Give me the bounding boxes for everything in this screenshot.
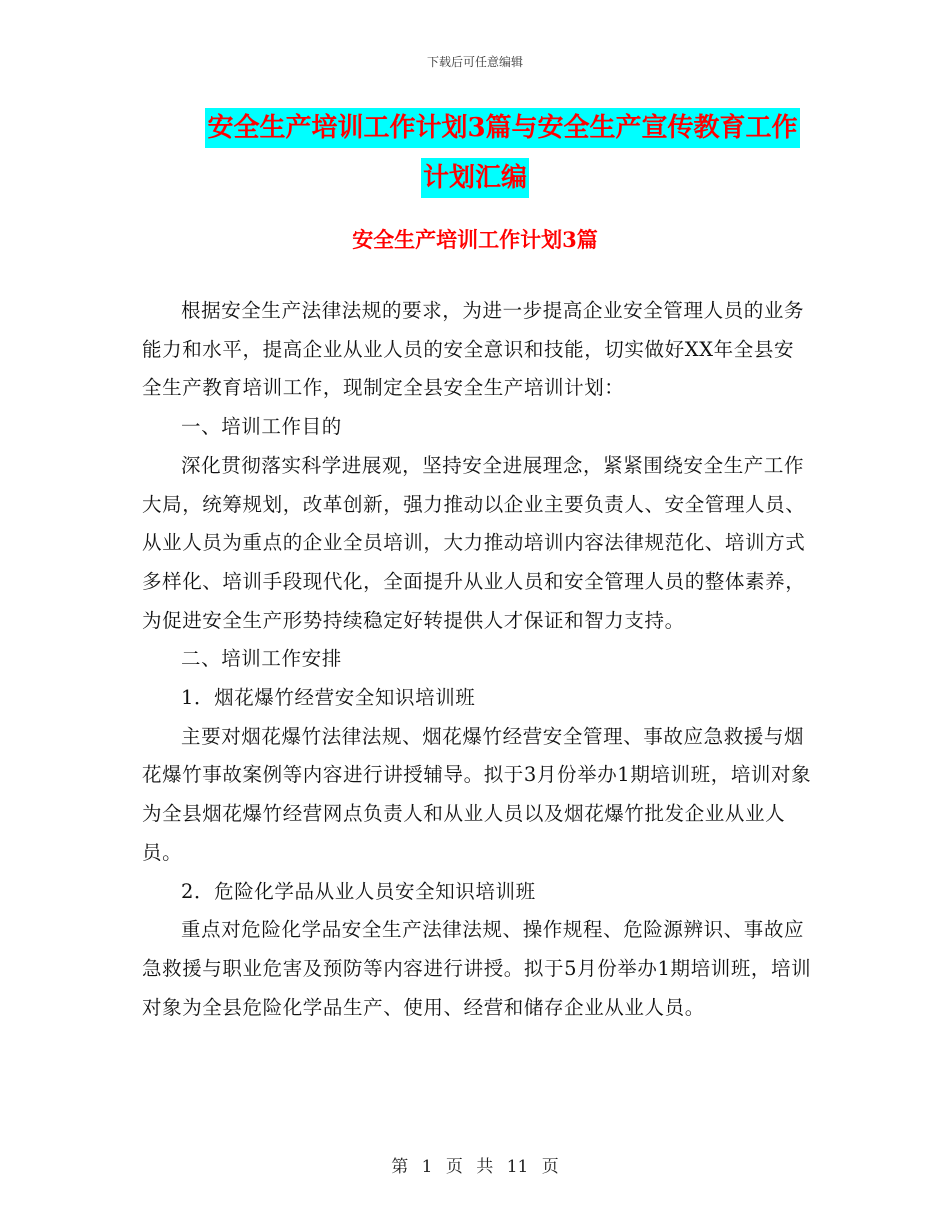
heading-fireworks-class: 1．烟花爆竹经营安全知识培训班	[181, 686, 476, 710]
page-footer: 第 1 页 共 11 页	[391, 1157, 559, 1177]
document-body	[142, 292, 812, 1027]
document-title	[0, 108, 950, 198]
heading-training-purpose: 一、培训工作目的	[181, 415, 342, 439]
section-subtitle: 安全生产培训工作计划3篇	[352, 227, 598, 252]
heading-chemicals-class: 2．危险化学品从业人员安全知识培训班	[181, 879, 536, 903]
title-line-2: 计划汇编	[421, 158, 529, 198]
page-header: 下载后可任意编辑	[426, 55, 523, 69]
paragraph-training-purpose: 深化贯彻落实科学进展观，坚持安全进展理念，紧紧围绕安全生产工作大局，统筹规划，改革创新，强力推动以企业主要负责人、安全管理人员、从业人员为重点的企业全员培训，大力推动培训内容法律规范化、培训方式多样化、培训手段现代化，全面提升从业人员和安全管理人员的整体素养，为促进安全生产形势持续稳定好转提供人才保证和智力支持。	[142, 453, 806, 632]
heading-training-arrangement: 二、培训工作安排	[181, 647, 342, 671]
title-line-1: 安全生产培训工作计划3篇与安全生产宣传教育工作	[205, 108, 799, 148]
paragraph-fireworks-class: 主要对烟花爆竹法律法规、烟花爆竹经营安全管理、事故应急救援与烟花爆竹事故案例等内容进行讲授辅导。拟于3月份举办1期培训班，培训对象为全县烟花爆竹经营网点负责人和从业人员以及烟花爆竹批发企业从业人员。	[142, 724, 812, 864]
paragraph-chemicals-class: 重点对危险化学品安全生产法律法规、操作规程、危险源辨识、事故应急救援与职业危害及预防等内容进行讲授。拟于5月份举办1期培训班，培训对象为全县危险化学品生产、使用、经营和储存企业从业人员。	[142, 918, 812, 1019]
paragraph-intro: 根据安全生产法律法规的要求，为进一步提高企业安全管理人员的业务能力和水平，提高企业从业人员的安全意识和技能，切实做好XX年全县安全生产教育培训工作，现制定全县安全生产培训计划：	[142, 299, 805, 400]
